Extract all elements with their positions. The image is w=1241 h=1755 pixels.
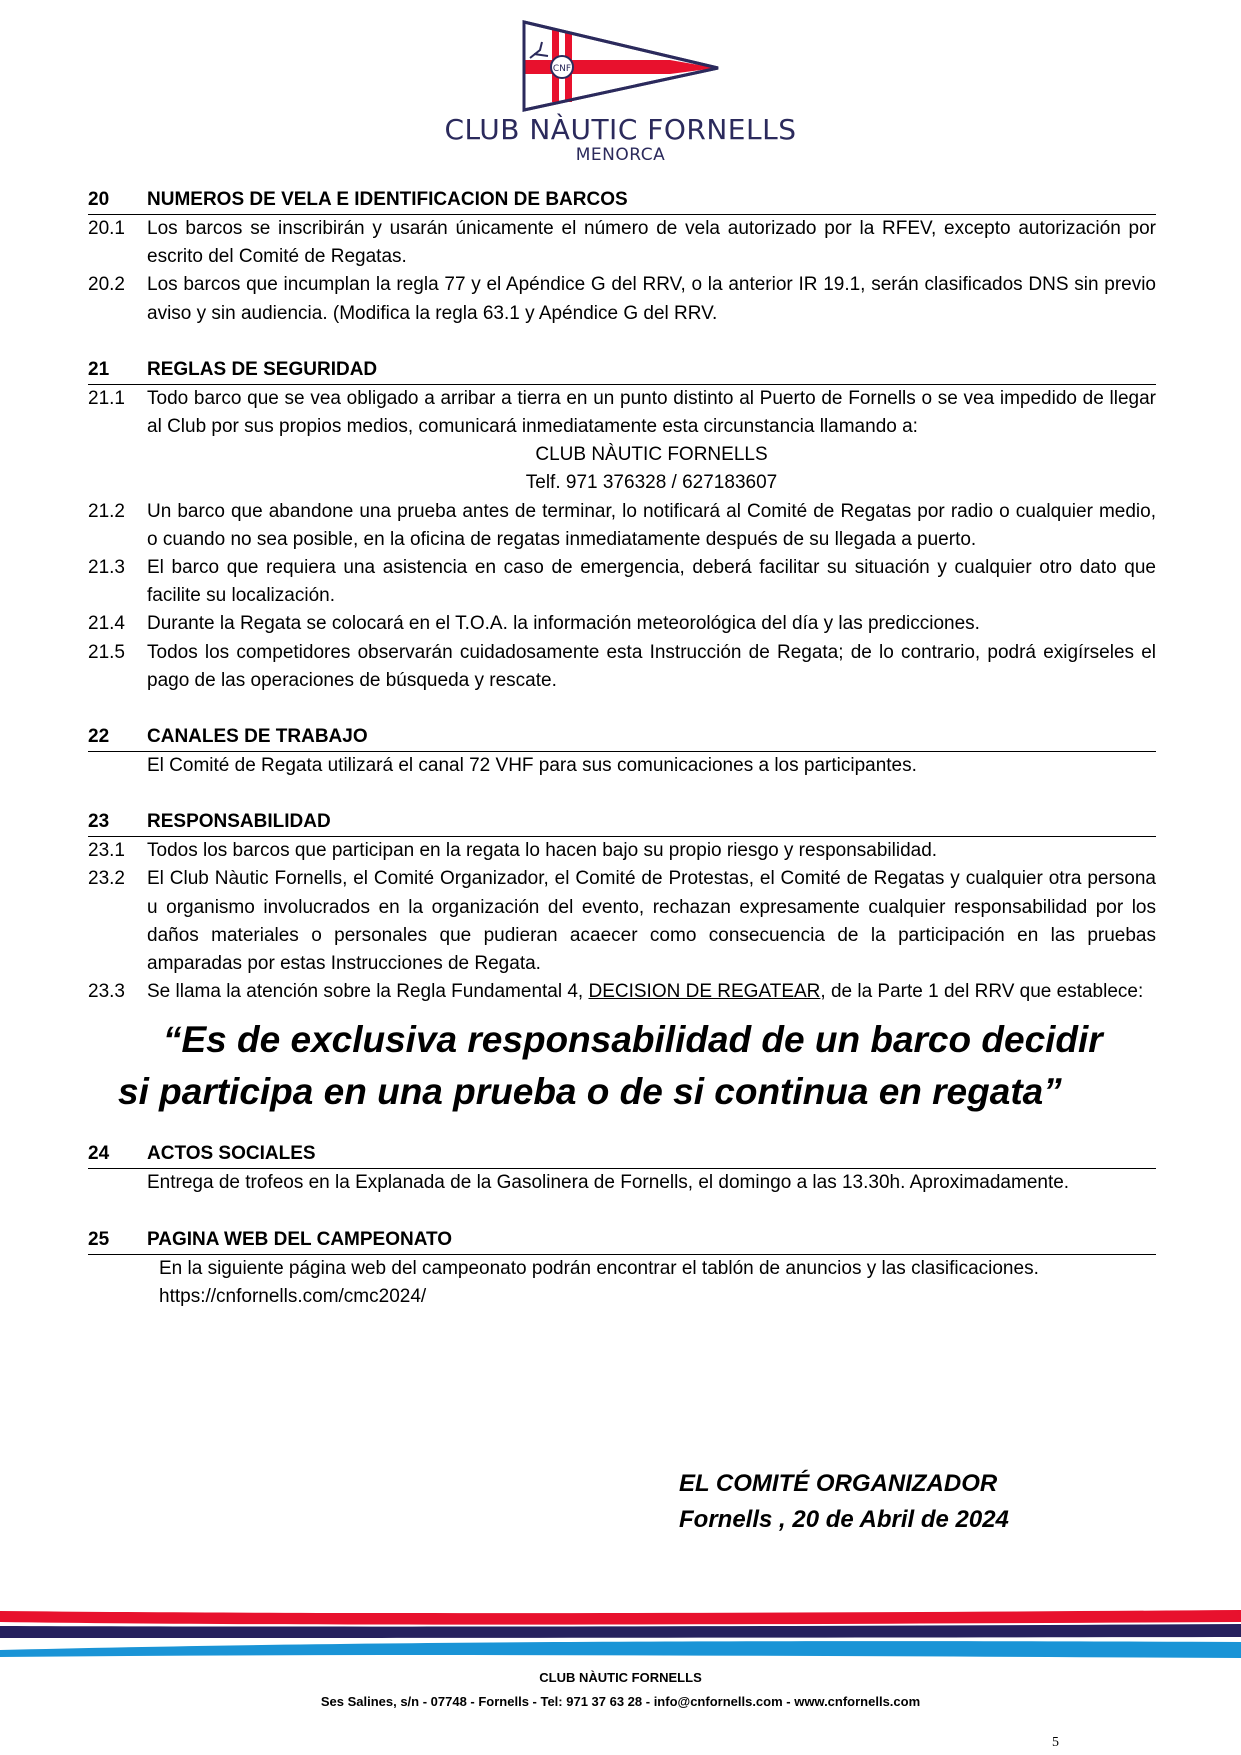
clause-text: Todos los competidores observarán cuidadosamente esta Instrucción de Regata; de lo contrario, podrá exigírseles el pago de las operaciones de búsqueda y rescate. — [147, 641, 1156, 691]
section-20 — [88, 186, 1156, 328]
clause — [88, 610, 1156, 638]
clause-text: Durante la Regata se colocará en el T.O.A. la información meteorológica del día y las predicciones. — [147, 613, 980, 635]
clause — [88, 865, 1156, 978]
section-title: ACTOS SOCIALES — [147, 1143, 316, 1165]
clause-text: Los barcos que incumplan la regla 77 y el Apéndice G del RRV, o la anterior IR 19.1, serán clasificados DNS sin previo aviso y sin audiencia. (Modifica la regla 63.1 y Apéndice G del RRV. — [147, 274, 1156, 324]
section-number: 20 — [88, 189, 110, 210]
pennant-flag-icon — [520, 20, 720, 112]
clause-number: 23.3 — [88, 981, 125, 1003]
clause-text: Todos los barcos que participan en la regata lo hacen bajo su propio riesgo y responsabilidad. — [147, 840, 938, 862]
quote-line-2: si participa en una prueba o de si continua en regata” — [118, 1071, 1062, 1113]
footer-club-name: CLUB NÀUTIC FORNELLS — [539, 1670, 702, 1685]
clause-text: Todo barco que se vea obligado a arribar a tierra en un punto distinto al Puerto de Fornells o se vea impedido de llegar al Club por sus propios medios, comunicará inmediatamente esta circunstancia llamando a: — [147, 387, 1156, 438]
clause-text: El Club Nàutic Fornells, el Comité Organizador, el Comité de Protestas, el Comité de Regatas y cualquier otra persona u organismo involucrados en la organización del evento, rechazan expresamente cualquier responsabilidad por los daños materiales o personales que pudieran acaecer como consecuencia de la participación en las pruebas amparadas por estas Instrucciones de Regata. — [147, 868, 1156, 975]
section-title: NUMEROS DE VELA E IDENTIFICACION DE BARCOS — [147, 189, 628, 210]
logo-location: MENORCA — [575, 145, 666, 165]
section-number: 23 — [88, 811, 110, 833]
signature-organizer: EL COMITÉ ORGANIZADOR — [679, 1470, 998, 1497]
section-22 — [88, 723, 1156, 780]
rule-reference: DECISION DE REGATEAR — [588, 981, 821, 1003]
clause-number: 21.2 — [88, 500, 125, 522]
footer-stripes-decoration — [0, 1600, 1241, 1670]
section-title: REGLAS DE SEGURIDAD — [147, 358, 378, 380]
section-title: CANALES DE TRABAJO — [147, 726, 368, 748]
section-heading — [88, 723, 1156, 752]
clause-text: Se llama la atención sobre la Regla Fundamental 4, DECISION DE REGATEAR, de la Parte 1 del RRV que establece: — [147, 981, 1144, 1003]
clause — [88, 271, 1156, 327]
quote-line-1: “Es de exclusiva responsabilidad de un barco decidir — [163, 1019, 1103, 1061]
section-number: 22 — [88, 726, 110, 748]
contact-name: CLUB NÀUTIC FORNELLS — [535, 444, 768, 466]
clause-number: 20.2 — [88, 274, 125, 296]
clause-text: El barco que requiera una asistencia en caso de emergencia, deberá facilitar su situación y cualquier otro dato que facilite su localización. — [147, 557, 1156, 607]
fundamental-rule-quote — [88, 1014, 1156, 1118]
clause-text: Entrega de trofeos en la Explanada de la Gasolinera de Fornells, el domingo a las 13.30h. Aproximadamente. — [147, 1172, 1070, 1194]
club-logo — [0, 0, 1241, 170]
clause — [88, 554, 1156, 610]
clause-number: 20.1 — [88, 218, 125, 239]
clause-number: 23.1 — [88, 840, 125, 862]
section-23 — [88, 808, 1156, 1118]
clause — [88, 1169, 1156, 1197]
section-25 — [88, 1226, 1156, 1311]
clause — [88, 385, 1156, 441]
section-number: 25 — [88, 1228, 110, 1250]
section-title: RESPONSABILIDAD — [147, 811, 331, 833]
signature-block — [679, 1466, 1009, 1538]
clause — [88, 752, 1156, 780]
clause-number: 21.5 — [88, 641, 125, 663]
clause-text: Los barcos se inscribirán y usarán únicamente el número de vela autorizado por la RFEV, excepto autorización por escrito del Comité de Regatas. — [147, 218, 1156, 268]
footer-address: Ses Salines, s/n - 07748 - Fornells - Tel: 971 37 63 28 - info@cnfornells.com - www.cnfornells.com — [320, 1694, 921, 1709]
section-21 — [88, 356, 1156, 695]
clause-text: El Comité de Regata utilizará el canal 72 VHF para sus comunicaciones a los participantes. — [147, 755, 917, 777]
section-heading — [88, 808, 1156, 837]
section-number: 21 — [88, 358, 110, 380]
svg-text:CNF: CNF — [552, 64, 572, 74]
section-heading — [88, 1226, 1156, 1255]
logo-club-name: CLUB NÀUTIC FORNELLS — [444, 113, 797, 146]
page-number: 5 — [1052, 1735, 1059, 1750]
clause — [88, 1255, 1156, 1283]
section-heading — [88, 186, 1156, 215]
clause-text: Un barco que abandone una prueba antes de terminar, lo notificará al Comité de Regatas por radio o cualquier medio, o cuando no sea posible, en la oficina de regatas inmediatamente después de su llegada a puerto. — [147, 500, 1156, 550]
section-title: PAGINA WEB DEL CAMPEONATO — [147, 1228, 453, 1250]
clause-number: 21.3 — [88, 557, 125, 579]
clause — [88, 837, 1156, 865]
clause-number: 23.2 — [88, 868, 125, 890]
signature-place-date: Fornells , 20 de Abril de 2024 — [679, 1506, 1009, 1533]
document-body — [88, 186, 1156, 1339]
clause-number: 21.4 — [88, 613, 125, 635]
clause — [88, 639, 1156, 695]
clause — [88, 215, 1156, 271]
clause — [88, 978, 1156, 1006]
clause — [88, 498, 1156, 554]
championship-url-link[interactable]: https://cnfornells.com/cmc2024/ — [159, 1285, 427, 1307]
section-heading — [88, 356, 1156, 385]
clause-text: En la siguiente página web del campeonato podrán encontrar el tablón de anuncios y las clasificaciones. — [159, 1257, 1039, 1279]
contact-phone: Telf. 971 376328 / 627183607 — [525, 472, 778, 494]
section-number: 24 — [88, 1143, 110, 1165]
clause — [88, 1283, 1156, 1311]
clause-number: 21.1 — [88, 387, 125, 409]
section-heading — [88, 1140, 1156, 1169]
section-24 — [88, 1140, 1156, 1197]
